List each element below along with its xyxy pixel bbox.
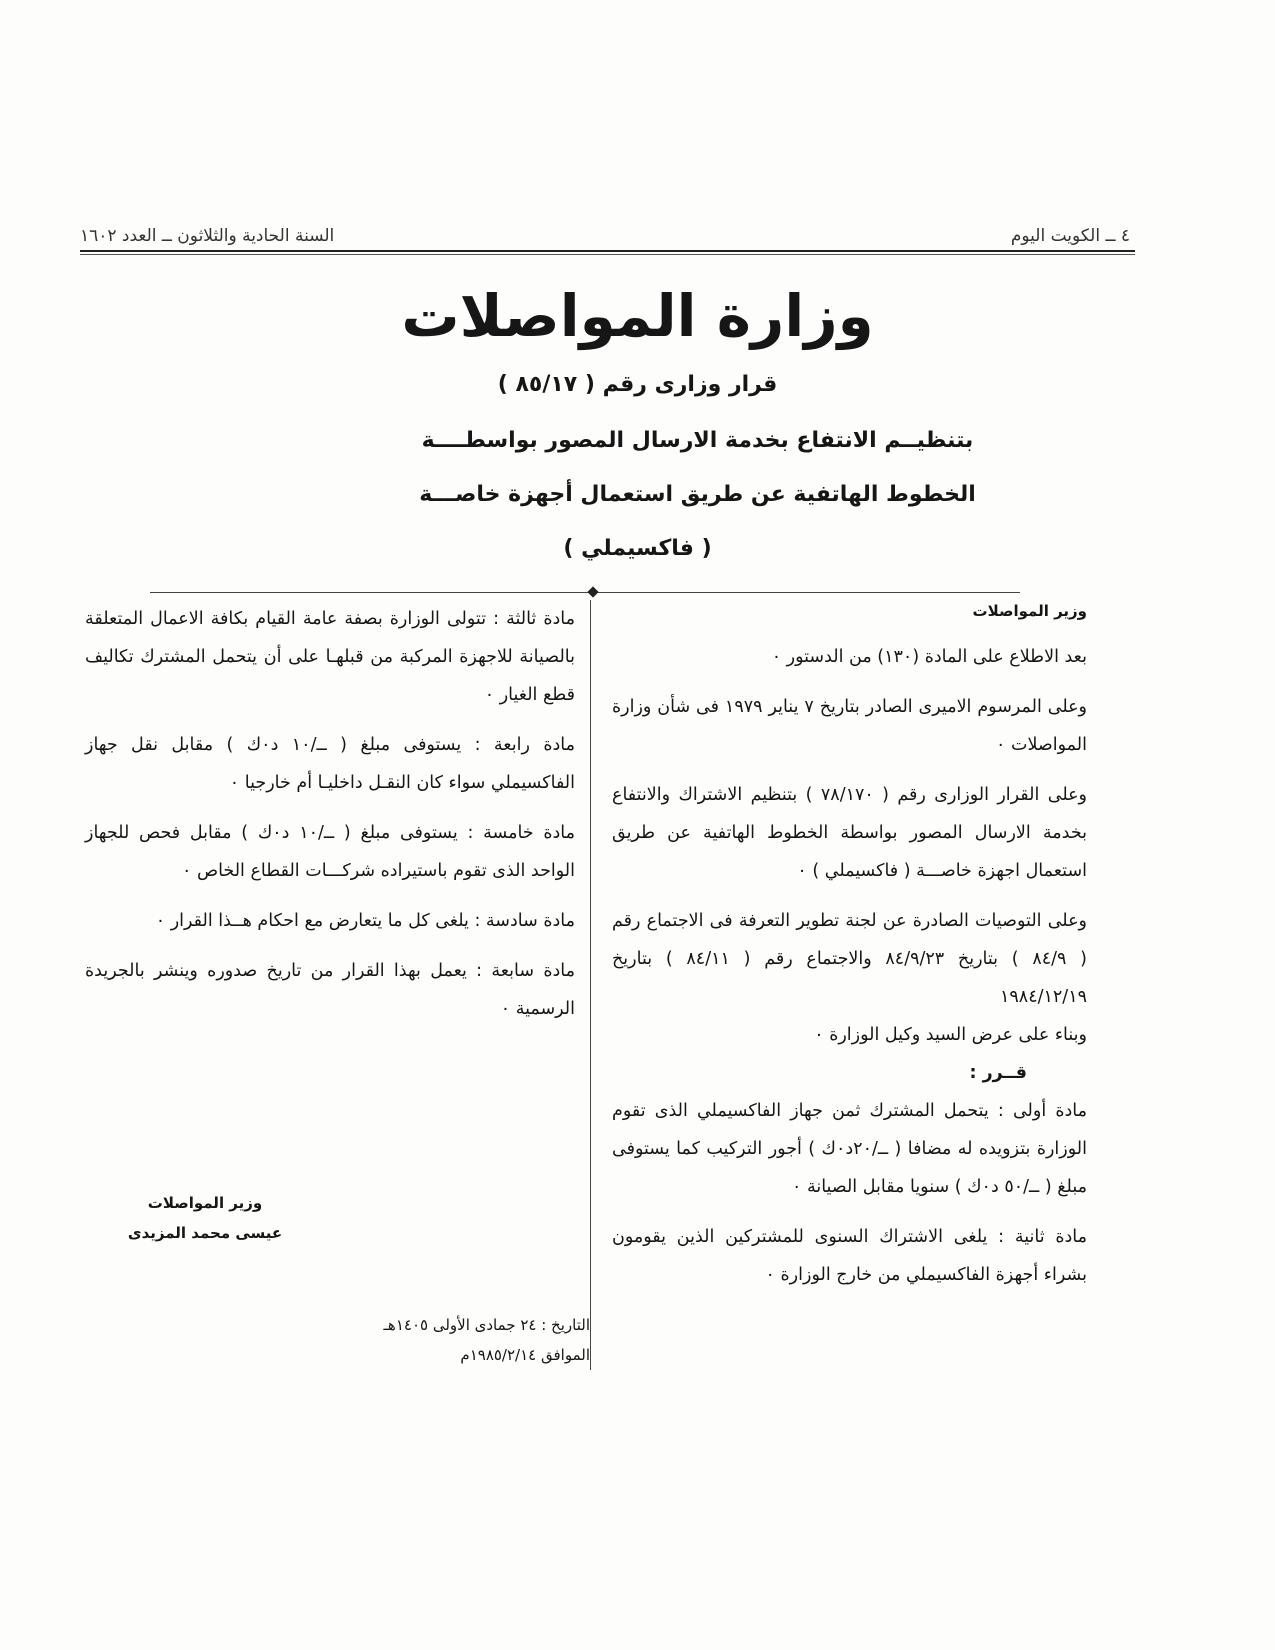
preamble-decree: وعلى المرسوم الاميرى الصادر بتاريخ ٧ يناير ١٩٧٩ فى شأن وزارة المواصلات ٠ xyxy=(612,697,1088,755)
article-1: مادة أولى : يتحمل المشترك ثمن جهاز الفاكسيملي الذى تقوم الوزارة بتزويده له مضافا ( ــ/٢٠د٠ك ) أجور التركيب كما يستوفى مبلغ ( ــ/٥٠ د٠ك ) سنويا مقابل الصيانة ٠ xyxy=(612,1101,1087,1197)
article-6: مادة سادسة : يلغى كل ما يتعارض مع احكام هــذا القرار ٠ xyxy=(155,911,575,931)
article-5: مادة خامسة : يستوفى مبلغ ( ــ/١٠ د٠ك ) مقابل فحص للجهاز الواحد الذى تقوم باستيراده شركـــات القطاع الخاص ٠ xyxy=(85,823,575,881)
minister-heading: وزير المواصلات xyxy=(972,602,1087,620)
issue-info: السنة الحادية والثلاثون ــ العدد ١٦٠٢ xyxy=(80,226,335,246)
article-7: مادة سابعة : يعمل بهذا القرار من تاريخ صدوره وينشر بالجريدة الرسمية ٠ xyxy=(85,961,575,1019)
preamble-constitution: بعد الاطلاع على المادة (١٣٠) من الدستور ٠ xyxy=(771,647,1087,667)
article-3: مادة ثالثة : تتولى الوزارة بصفة عامة القيام بكافة الاعمال المتعلقة بالصيانة للاجهزة المركبة من قبلهـا على أن يتحمل المشترك تكاليف قطع الغيار ٠ xyxy=(85,609,575,705)
article-4: مادة رابعة : يستوفى مبلغ ( ــ/١٠ د٠ك ) مقابل نقل جهاز الفاكسيملي سواء كان النقـل داخليـا أم خارجيا ٠ xyxy=(85,735,575,793)
subject-line-1: بتنظيــم الانتفاع بخدمة الارسال المصور بواسطــــة xyxy=(421,428,974,453)
page-info: ٤ ــ الكويت اليوم xyxy=(1010,226,1130,246)
date-block xyxy=(300,1310,590,1370)
subject-line-3: ( فاكسيملي ) xyxy=(563,536,712,561)
signatory-name: عيسى محمد المزيدى xyxy=(127,1224,283,1242)
hijri-date: التاريخ : ٢٤ جمادى الأولى ١٤٠٥هـ xyxy=(383,1316,590,1334)
preamble-proposal: وبناء على عرض السيد وكيل الوزارة ٠ xyxy=(814,1025,1087,1045)
left-column xyxy=(85,600,575,1040)
decided-heading: قــرر : xyxy=(969,1063,1027,1083)
article-2: مادة ثانية : يلغى الاشتراك السنوى للمشتركين الذين يقومون بشراء أجهزة الفاكسيملي من خارج الوزارة ٠ xyxy=(612,1227,1087,1285)
signatory-title: وزير المواصلات xyxy=(147,1194,263,1212)
ministry-title: وزارة المواصلات xyxy=(401,282,874,350)
decision-number: قرار وزارى رقم ( ٨٥/١٧ ) xyxy=(497,372,778,397)
signature-block xyxy=(105,1188,305,1248)
preamble-recommendations: وعلى التوصيات الصادرة عن لجنة تطوير التعرفة فى الاجتماع رقم ( ٨٤/٩ ) بتاريخ ٨٤/٩/٢٣ والاجتماع رقم ( ٨٤/١١ ) بتاريخ ١٩٨٤/١٢/١٩ xyxy=(612,911,1087,1007)
column-divider xyxy=(590,600,591,1370)
gregorian-date: الموافق ١٩٨٥/٢/١٤م xyxy=(460,1346,590,1364)
subject-line-2: الخطوط الهاتفية عن طريق استعمال أجهزة خاصـــة xyxy=(419,482,976,507)
right-column xyxy=(612,600,1087,1306)
header-rule xyxy=(80,250,1135,255)
preamble-prior-decision: وعلى القرار الوزارى رقم ( ٧٨/١٧٠ ) بتنظيم الاشتراك والانتفاع بخدمة الارسال المصور بواسطة الخطوط الهاتفية عن طريق استعمال اجهزة خاصـــة ( فاكسيملي ) ٠ xyxy=(612,785,1087,881)
running-header xyxy=(80,218,1130,246)
title-separator xyxy=(150,592,1020,593)
separator-diamond xyxy=(587,586,598,597)
